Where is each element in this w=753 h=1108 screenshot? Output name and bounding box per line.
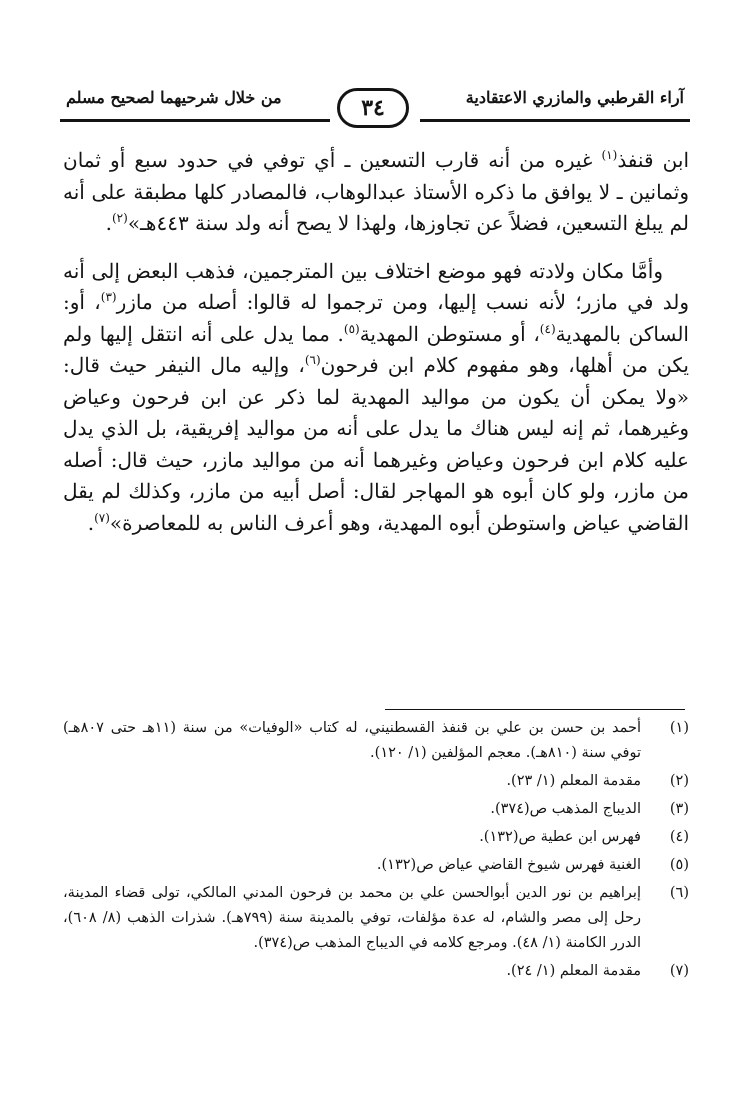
text-run: ، أو مستوطن المهدية xyxy=(359,321,540,346)
book-title: آراء القرطبي والمازري الاعتقادية xyxy=(465,88,684,107)
text-run: ابن قنفذ xyxy=(617,148,690,172)
footnote-number: (٧) xyxy=(669,963,689,979)
footnote-item xyxy=(63,959,689,984)
text-run: ، أو: الساكن بالمهدية xyxy=(63,290,689,346)
text-run: . xyxy=(87,510,95,535)
footnotes xyxy=(63,716,689,987)
footnote-marker-2[interactable]: (٢) xyxy=(111,211,128,225)
footnote-item xyxy=(63,769,689,794)
footnote-number: (١) xyxy=(669,720,689,736)
footnote-number: (٤) xyxy=(669,829,689,845)
text-run: غيره من أنه قارب التسعين ـ أي توفي في حدود سبع أو ثمان وثمانين ـ لا يوافق ما ذكره الأستاذ عبدالوهاب، فالمصادر كلها مطبقة على أنه لم يبلغ التسعين، فضلاً عن تجاوزها، ولهذا لا يصح أنه ولد سنة ٤٤٣هـ» xyxy=(63,148,689,235)
footnote-marker-6[interactable]: (٦) xyxy=(304,353,321,367)
footnote-number: (٦) xyxy=(669,885,689,901)
footnote-text: الغنية فهرس شيوخ القاضي عياض ص(١٣٢). xyxy=(376,857,641,873)
paragraph-1 xyxy=(63,145,689,240)
book-subtitle: من خلال شرحيهما لصحيح مسلم xyxy=(66,88,282,107)
footnote-text: الديباج المذهب ص(٣٧٤). xyxy=(490,801,641,817)
header-rule-right xyxy=(420,119,690,122)
footnote-text: مقدمة المعلم (١/ ٢٣). xyxy=(506,773,641,789)
text-run: ، وإليه مال النيفر حيث قال: «ولا يمكن أن يكون من مواليد المهدية لما ذكر عن ابن فرحون وعياض وغيرهما، ثم إنه ليس هناك ما يدل على أنه من مواليد إفريقية، بل الذي يدل عليه كلام ابن فرحون وعياض وغيرهما أنه من مواليد مازر، حيث قال: أصله من مازر، ولو كان أبوه هو المهاجر لقال: أصل أبيه من مازر، وكذلك لم يقل القاضي عياض واستوطن أبوه المهدية، وهو أعرف الناس به للمعاصرة» xyxy=(63,353,689,535)
footnote-marker-4[interactable]: (٤) xyxy=(539,321,556,336)
footnote-text: فهرس ابن عطية ص(١٣٢). xyxy=(479,829,641,845)
text-run: . xyxy=(105,211,112,235)
text-run: وأمَّا مكان ولادته فهو موضع اختلاف بين المترجمين، فذهب البعض إلى أنه ولد في مازر؛ لأنه نسب إليها، ومن ترجموا له قالوا: أصله من مازر xyxy=(63,258,690,314)
footnote-item xyxy=(63,797,689,822)
footnote-item xyxy=(63,716,689,766)
footnote-item xyxy=(63,881,689,956)
page-header xyxy=(60,86,690,130)
footnote-text: مقدمة المعلم (١/ ٢٤). xyxy=(506,963,641,979)
footnote-number: (٢) xyxy=(669,773,689,789)
footnote-number: (٥) xyxy=(669,857,689,873)
footnote-separator xyxy=(385,709,685,710)
footnote-item xyxy=(63,853,689,878)
footnote-marker-1[interactable]: (١) xyxy=(601,148,618,162)
footnote-marker-5[interactable]: (٥) xyxy=(343,321,360,336)
main-text xyxy=(63,145,689,555)
footnote-item xyxy=(63,825,689,850)
page-number-badge: ٣٤ xyxy=(337,88,409,128)
footnote-marker-3[interactable]: (٣) xyxy=(100,290,117,304)
paragraph-2 xyxy=(63,256,689,540)
text-run: . مما يدل على أنه انتقل إليها ولم يكن من أهلها، وهو مفهوم كلام ابن فرحون xyxy=(63,321,690,377)
footnote-text: أحمد بن حسن بن علي بن قنفذ القسطنيني، له كتاب «الوفيات» من سنة (١١هـ حتى ٨٠٧هـ) توفي سنة (٨١٠هـ). معجم المؤلفين (١/ ١٢٠). xyxy=(63,720,641,761)
header-rule-left xyxy=(60,119,330,122)
footnote-marker-7[interactable]: (٧) xyxy=(94,510,110,525)
footnote-number: (٣) xyxy=(669,801,689,817)
footnote-text: إبراهيم بن نور الدين أبوالحسن علي بن محمد بن فرحون المدني المالكي، تولى قضاء المدينة، رحل إلى مصر والشام، له عدة مؤلفات، توفي بالمدينة سنة (٧٩٩هـ). شذرات الذهب (٨/ ٦٠٨)، الدرر الكامنة (١/ ٤٨). ومرجع كلامه في الديباج المذهب ص(٣٧٤). xyxy=(63,885,641,951)
